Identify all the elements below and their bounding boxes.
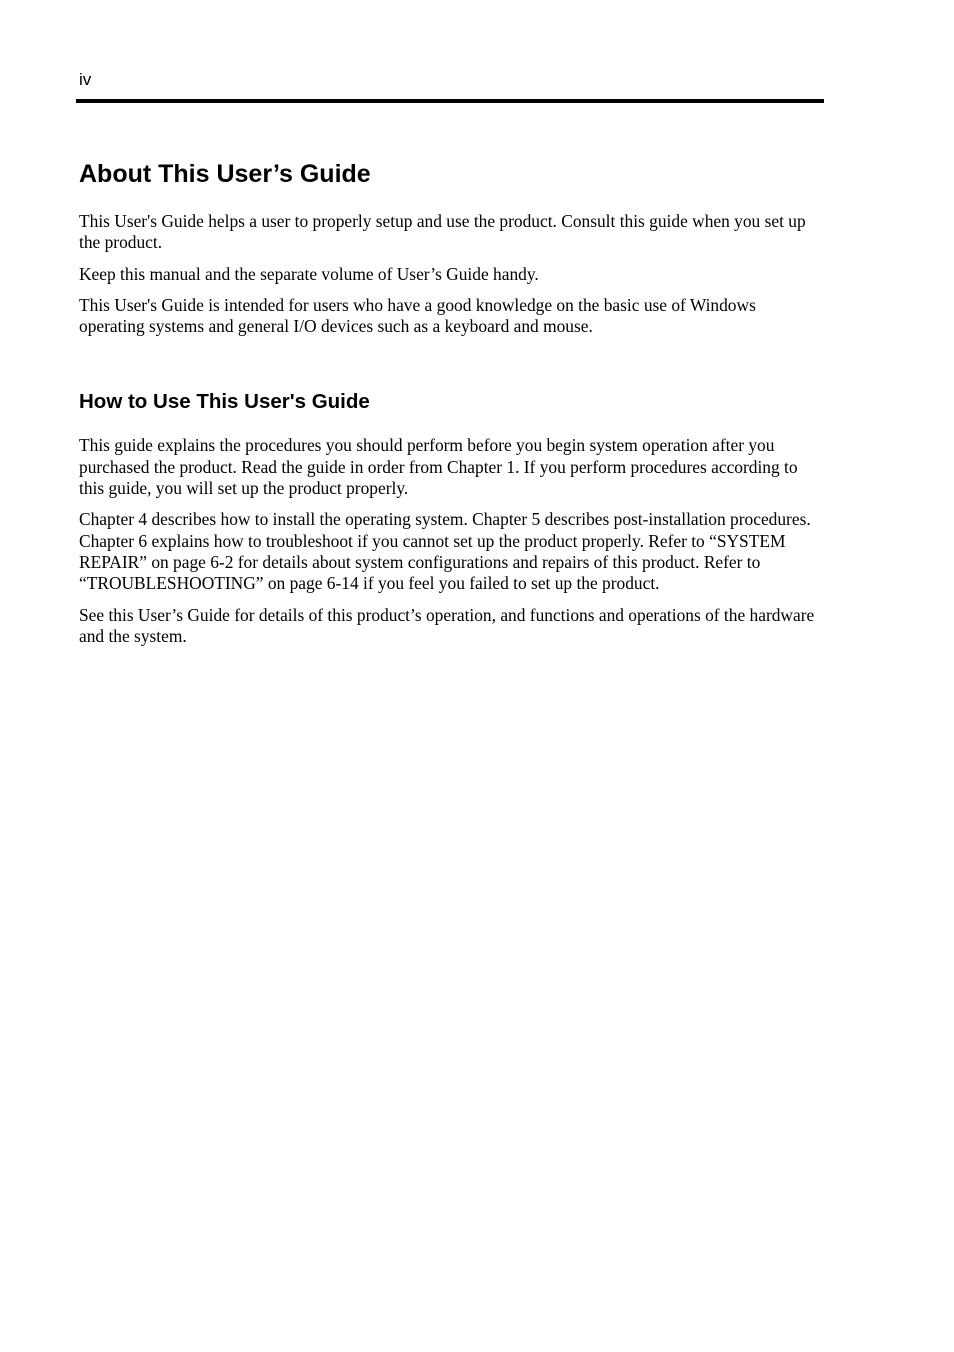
about-paragraph-3: This User's Guide is intended for users who have a good knowledge on the basic use of Windows operating systems and general I/O devices such as a keyboard and mouse. [79,294,756,337]
about-section-title: About This User’s Guide [79,160,371,188]
how-to-use-section-title: How to Use This User's Guide [79,390,370,414]
about-paragraph-2: Keep this manual and the separate volume of User’s Guide handy. [79,263,539,284]
how-to-use-paragraph-2: Chapter 4 describes how to install the operating system. Chapter 5 describes post-installation procedures. Chapter 6 explains how to troubleshoot if you cannot set up the product properly. Refer to “SYSTEM REPAIR” on page 6-2 for details about system configurations and repairs of this product. Refer to “TROUBLESHOOTING” on page 6-14 if you feel you failed to set up the product. [79,509,811,594]
page-number: iv [79,70,92,89]
page-content [79,156,824,657]
header-rule [76,99,824,103]
how-to-use-paragraph-1: This guide explains the procedures you should perform before you begin system operation after you purchased the product. Read the guide in order from Chapter 1. If you perform procedures according to this guide, you will set up the product properly. [79,435,798,499]
how-to-use-paragraph-3: See this User’s Guide for details of this product’s operation, and functions and operations of the hardware and the system. [79,604,815,646]
about-paragraph-1: This User's Guide helps a user to properly setup and use the product. Consult this guide when you set up the product. [79,211,806,253]
